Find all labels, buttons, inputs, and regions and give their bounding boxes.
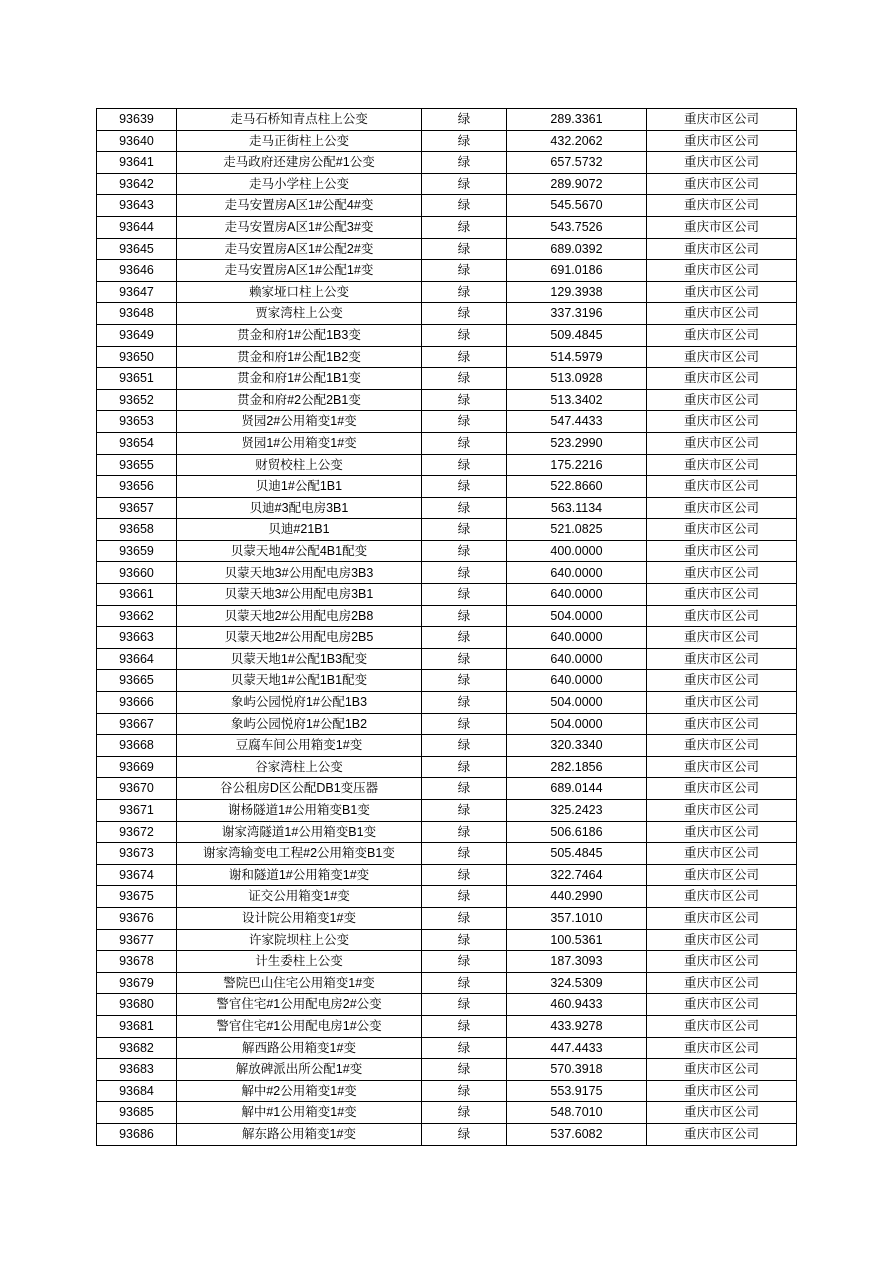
table-row: [97, 195, 797, 217]
cell-name: 计生委柱上公变: [177, 951, 422, 973]
cell-org: 重庆市区公司: [647, 1123, 797, 1145]
cell-value: 337.3196: [507, 303, 647, 325]
cell-id: 93654: [97, 432, 177, 454]
cell-id: 93648: [97, 303, 177, 325]
cell-id: 93641: [97, 152, 177, 174]
cell-name: 财贸校柱上公变: [177, 454, 422, 476]
cell-org: 重庆市区公司: [647, 389, 797, 411]
cell-color: 绿: [422, 1080, 507, 1102]
cell-id: 93655: [97, 454, 177, 476]
cell-color: 绿: [422, 519, 507, 541]
table-row: [97, 540, 797, 562]
cell-org: 重庆市区公司: [647, 130, 797, 152]
cell-name: 走马安置房A区1#公配3#变: [177, 216, 422, 238]
cell-value: 322.7464: [507, 864, 647, 886]
cell-name: 贝迪1#公配1B1: [177, 476, 422, 498]
cell-value: 100.5361: [507, 929, 647, 951]
cell-value: 447.4433: [507, 1037, 647, 1059]
cell-value: 640.0000: [507, 584, 647, 606]
table-row: [97, 216, 797, 238]
cell-org: 重庆市区公司: [647, 584, 797, 606]
cell-id: 93660: [97, 562, 177, 584]
table-row: [97, 562, 797, 584]
cell-org: 重庆市区公司: [647, 1015, 797, 1037]
cell-name: 解中#1公用箱变1#变: [177, 1102, 422, 1124]
cell-color: 绿: [422, 735, 507, 757]
cell-color: 绿: [422, 281, 507, 303]
cell-value: 523.2990: [507, 432, 647, 454]
table-row: [97, 692, 797, 714]
cell-org: 重庆市区公司: [647, 540, 797, 562]
cell-name: 解放碑派出所公配1#变: [177, 1059, 422, 1081]
cell-name: 走马安置房A区1#公配4#变: [177, 195, 422, 217]
cell-value: 433.9278: [507, 1015, 647, 1037]
cell-org: 重庆市区公司: [647, 907, 797, 929]
cell-value: 440.2990: [507, 886, 647, 908]
cell-name: 证交公用箱变1#变: [177, 886, 422, 908]
cell-name: 走马石桥知青点柱上公变: [177, 109, 422, 131]
cell-id: 93656: [97, 476, 177, 498]
cell-org: 重庆市区公司: [647, 843, 797, 865]
cell-color: 绿: [422, 260, 507, 282]
table-row: [97, 778, 797, 800]
cell-value: 514.5979: [507, 346, 647, 368]
cell-name: 贝迪#3配电房3B1: [177, 497, 422, 519]
cell-color: 绿: [422, 562, 507, 584]
cell-value: 506.6186: [507, 821, 647, 843]
cell-name: 走马小学柱上公变: [177, 173, 422, 195]
cell-value: 689.0144: [507, 778, 647, 800]
cell-color: 绿: [422, 454, 507, 476]
table-row: [97, 238, 797, 260]
transformer-table: [96, 108, 797, 1146]
cell-color: 绿: [422, 1102, 507, 1124]
cell-name: 走马安置房A区1#公配2#变: [177, 238, 422, 260]
cell-id: 93647: [97, 281, 177, 303]
cell-name: 谢杨隧道1#公用箱变B1变: [177, 800, 422, 822]
cell-name: 走马政府还建房公配#1公变: [177, 152, 422, 174]
cell-value: 187.3093: [507, 951, 647, 973]
cell-id: 93678: [97, 951, 177, 973]
cell-name: 贾家湾柱上公变: [177, 303, 422, 325]
table-row: [97, 929, 797, 951]
cell-id: 93659: [97, 540, 177, 562]
cell-color: 绿: [422, 843, 507, 865]
cell-name: 贝蒙天地1#公配1B3配变: [177, 648, 422, 670]
cell-color: 绿: [422, 173, 507, 195]
table-row: [97, 368, 797, 390]
cell-color: 绿: [422, 584, 507, 606]
cell-org: 重庆市区公司: [647, 562, 797, 584]
cell-id: 93645: [97, 238, 177, 260]
cell-org: 重庆市区公司: [647, 951, 797, 973]
cell-value: 289.3361: [507, 109, 647, 131]
cell-org: 重庆市区公司: [647, 692, 797, 714]
table-row: [97, 670, 797, 692]
cell-value: 513.3402: [507, 389, 647, 411]
cell-org: 重庆市区公司: [647, 109, 797, 131]
cell-name: 贝蒙天地2#公用配电房2B8: [177, 605, 422, 627]
cell-id: 93649: [97, 324, 177, 346]
cell-id: 93644: [97, 216, 177, 238]
cell-org: 重庆市区公司: [647, 324, 797, 346]
cell-value: 553.9175: [507, 1080, 647, 1102]
cell-name: 贯金和府#2公配2B1变: [177, 389, 422, 411]
table-row: [97, 152, 797, 174]
cell-id: 93681: [97, 1015, 177, 1037]
cell-name: 解东路公用箱变1#变: [177, 1123, 422, 1145]
table-row: [97, 173, 797, 195]
cell-color: 绿: [422, 130, 507, 152]
cell-name: 谷家湾柱上公变: [177, 756, 422, 778]
cell-color: 绿: [422, 368, 507, 390]
cell-color: 绿: [422, 238, 507, 260]
cell-color: 绿: [422, 109, 507, 131]
cell-id: 93661: [97, 584, 177, 606]
cell-value: 522.8660: [507, 476, 647, 498]
cell-id: 93658: [97, 519, 177, 541]
cell-color: 绿: [422, 994, 507, 1016]
table-row: [97, 864, 797, 886]
cell-id: 93683: [97, 1059, 177, 1081]
cell-value: 640.0000: [507, 562, 647, 584]
cell-color: 绿: [422, 972, 507, 994]
cell-color: 绿: [422, 346, 507, 368]
cell-color: 绿: [422, 411, 507, 433]
cell-id: 93686: [97, 1123, 177, 1145]
cell-value: 175.2216: [507, 454, 647, 476]
cell-name: 贤园2#公用箱变1#变: [177, 411, 422, 433]
cell-name: 解中#2公用箱变1#变: [177, 1080, 422, 1102]
table-row: [97, 1015, 797, 1037]
cell-id: 93640: [97, 130, 177, 152]
table-row: [97, 324, 797, 346]
table-row: [97, 994, 797, 1016]
table-row: [97, 713, 797, 735]
cell-org: 重庆市区公司: [647, 972, 797, 994]
table-row: [97, 411, 797, 433]
cell-color: 绿: [422, 216, 507, 238]
cell-name: 象屿公园悦府1#公配1B3: [177, 692, 422, 714]
cell-value: 657.5732: [507, 152, 647, 174]
table-row: [97, 130, 797, 152]
cell-value: 563.1134: [507, 497, 647, 519]
cell-value: 504.0000: [507, 605, 647, 627]
cell-color: 绿: [422, 800, 507, 822]
table-row: [97, 454, 797, 476]
cell-org: 重庆市区公司: [647, 346, 797, 368]
cell-value: 504.0000: [507, 713, 647, 735]
cell-org: 重庆市区公司: [647, 368, 797, 390]
table-row: [97, 584, 797, 606]
table-row: [97, 627, 797, 649]
cell-id: 93673: [97, 843, 177, 865]
cell-value: 547.4433: [507, 411, 647, 433]
table-row: [97, 972, 797, 994]
cell-color: 绿: [422, 540, 507, 562]
table-row: [97, 843, 797, 865]
cell-value: 505.4845: [507, 843, 647, 865]
cell-id: 93670: [97, 778, 177, 800]
cell-color: 绿: [422, 195, 507, 217]
cell-name: 走马安置房A区1#公配1#变: [177, 260, 422, 282]
cell-value: 400.0000: [507, 540, 647, 562]
cell-value: 504.0000: [507, 692, 647, 714]
cell-name: 贝蒙天地1#公配1B1配变: [177, 670, 422, 692]
cell-color: 绿: [422, 907, 507, 929]
cell-name: 设计院公用箱变1#变: [177, 907, 422, 929]
cell-org: 重庆市区公司: [647, 173, 797, 195]
table-row: [97, 109, 797, 131]
table-row: [97, 1102, 797, 1124]
cell-value: 289.9072: [507, 173, 647, 195]
cell-value: 543.7526: [507, 216, 647, 238]
cell-color: 绿: [422, 627, 507, 649]
cell-id: 93685: [97, 1102, 177, 1124]
cell-org: 重庆市区公司: [647, 519, 797, 541]
cell-name: 许家院坝柱上公变: [177, 929, 422, 951]
cell-value: 432.2062: [507, 130, 647, 152]
cell-org: 重庆市区公司: [647, 195, 797, 217]
table-row: [97, 756, 797, 778]
table-row: [97, 303, 797, 325]
table-row: [97, 519, 797, 541]
cell-org: 重庆市区公司: [647, 216, 797, 238]
cell-color: 绿: [422, 886, 507, 908]
cell-color: 绿: [422, 1037, 507, 1059]
cell-value: 325.2423: [507, 800, 647, 822]
cell-id: 93666: [97, 692, 177, 714]
table-row: [97, 1059, 797, 1081]
cell-value: 691.0186: [507, 260, 647, 282]
cell-color: 绿: [422, 497, 507, 519]
cell-id: 93662: [97, 605, 177, 627]
cell-name: 警官住宅#1公用配电房1#公变: [177, 1015, 422, 1037]
cell-org: 重庆市区公司: [647, 713, 797, 735]
cell-org: 重庆市区公司: [647, 497, 797, 519]
cell-id: 93652: [97, 389, 177, 411]
cell-name: 解西路公用箱变1#变: [177, 1037, 422, 1059]
table-row: [97, 886, 797, 908]
cell-org: 重庆市区公司: [647, 238, 797, 260]
cell-id: 93663: [97, 627, 177, 649]
cell-id: 93677: [97, 929, 177, 951]
cell-org: 重庆市区公司: [647, 1080, 797, 1102]
cell-name: 贝蒙天地3#公用配电房3B1: [177, 584, 422, 606]
cell-org: 重庆市区公司: [647, 1102, 797, 1124]
cell-value: 689.0392: [507, 238, 647, 260]
cell-id: 93642: [97, 173, 177, 195]
cell-name: 谢家湾输变电工程#2公用箱变B1变: [177, 843, 422, 865]
cell-id: 93650: [97, 346, 177, 368]
cell-color: 绿: [422, 1059, 507, 1081]
cell-value: 570.3918: [507, 1059, 647, 1081]
cell-org: 重庆市区公司: [647, 476, 797, 498]
cell-org: 重庆市区公司: [647, 756, 797, 778]
cell-id: 93682: [97, 1037, 177, 1059]
cell-color: 绿: [422, 929, 507, 951]
cell-org: 重庆市区公司: [647, 994, 797, 1016]
table-row: [97, 497, 797, 519]
table-row: [97, 346, 797, 368]
table-row: [97, 1080, 797, 1102]
cell-color: 绿: [422, 432, 507, 454]
cell-value: 548.7010: [507, 1102, 647, 1124]
cell-name: 贝蒙天地3#公用配电房3B3: [177, 562, 422, 584]
cell-id: 93679: [97, 972, 177, 994]
table-row: [97, 389, 797, 411]
table-row: [97, 800, 797, 822]
cell-value: 640.0000: [507, 648, 647, 670]
table-row: [97, 281, 797, 303]
table-row: [97, 605, 797, 627]
table-row: [97, 648, 797, 670]
cell-org: 重庆市区公司: [647, 800, 797, 822]
cell-id: 93668: [97, 735, 177, 757]
cell-org: 重庆市区公司: [647, 260, 797, 282]
cell-name: 警官住宅#1公用配电房2#公变: [177, 994, 422, 1016]
cell-value: 545.5670: [507, 195, 647, 217]
cell-color: 绿: [422, 1015, 507, 1037]
cell-color: 绿: [422, 476, 507, 498]
cell-name: 谢和隧道1#公用箱变1#变: [177, 864, 422, 886]
cell-value: 640.0000: [507, 670, 647, 692]
cell-id: 93639: [97, 109, 177, 131]
cell-color: 绿: [422, 692, 507, 714]
cell-org: 重庆市区公司: [647, 454, 797, 476]
cell-name: 走马正街柱上公变: [177, 130, 422, 152]
cell-org: 重庆市区公司: [647, 1059, 797, 1081]
cell-color: 绿: [422, 670, 507, 692]
cell-value: 460.9433: [507, 994, 647, 1016]
cell-org: 重庆市区公司: [647, 281, 797, 303]
cell-name: 谷公租房D区公配DB1变压器: [177, 778, 422, 800]
cell-org: 重庆市区公司: [647, 303, 797, 325]
cell-color: 绿: [422, 303, 507, 325]
cell-value: 521.0825: [507, 519, 647, 541]
cell-name: 警院巴山住宅公用箱变1#变: [177, 972, 422, 994]
table-row: [97, 260, 797, 282]
cell-name: 赖家垭口柱上公变: [177, 281, 422, 303]
cell-color: 绿: [422, 152, 507, 174]
cell-id: 93667: [97, 713, 177, 735]
cell-id: 93646: [97, 260, 177, 282]
cell-org: 重庆市区公司: [647, 821, 797, 843]
cell-id: 93680: [97, 994, 177, 1016]
cell-color: 绿: [422, 1123, 507, 1145]
table-row: [97, 951, 797, 973]
cell-org: 重庆市区公司: [647, 886, 797, 908]
cell-org: 重庆市区公司: [647, 432, 797, 454]
table-body: [97, 109, 797, 1146]
cell-id: 93684: [97, 1080, 177, 1102]
cell-value: 509.4845: [507, 324, 647, 346]
cell-value: 320.3340: [507, 735, 647, 757]
cell-org: 重庆市区公司: [647, 670, 797, 692]
cell-value: 513.0928: [507, 368, 647, 390]
cell-name: 贯金和府1#公配1B2变: [177, 346, 422, 368]
cell-id: 93672: [97, 821, 177, 843]
cell-org: 重庆市区公司: [647, 929, 797, 951]
cell-name: 贯金和府1#公配1B3变: [177, 324, 422, 346]
cell-id: 93653: [97, 411, 177, 433]
table-row: [97, 476, 797, 498]
cell-org: 重庆市区公司: [647, 648, 797, 670]
table-row: [97, 1123, 797, 1145]
cell-org: 重庆市区公司: [647, 411, 797, 433]
cell-color: 绿: [422, 756, 507, 778]
table-row: [97, 1037, 797, 1059]
cell-id: 93676: [97, 907, 177, 929]
table-row: [97, 821, 797, 843]
cell-color: 绿: [422, 605, 507, 627]
cell-id: 93669: [97, 756, 177, 778]
cell-id: 93651: [97, 368, 177, 390]
cell-color: 绿: [422, 864, 507, 886]
cell-name: 贝蒙天地2#公用配电房2B5: [177, 627, 422, 649]
cell-value: 282.1856: [507, 756, 647, 778]
cell-org: 重庆市区公司: [647, 627, 797, 649]
cell-color: 绿: [422, 778, 507, 800]
cell-name: 贝迪#21B1: [177, 519, 422, 541]
cell-name: 贝蒙天地4#公配4B1配变: [177, 540, 422, 562]
cell-org: 重庆市区公司: [647, 778, 797, 800]
cell-org: 重庆市区公司: [647, 1037, 797, 1059]
cell-name: 贤园1#公用箱变1#变: [177, 432, 422, 454]
cell-id: 93675: [97, 886, 177, 908]
cell-name: 谢家湾隧道1#公用箱变B1变: [177, 821, 422, 843]
cell-color: 绿: [422, 389, 507, 411]
table-row: [97, 432, 797, 454]
cell-id: 93643: [97, 195, 177, 217]
cell-org: 重庆市区公司: [647, 605, 797, 627]
cell-color: 绿: [422, 821, 507, 843]
cell-color: 绿: [422, 713, 507, 735]
table-row: [97, 735, 797, 757]
cell-value: 324.5309: [507, 972, 647, 994]
cell-color: 绿: [422, 648, 507, 670]
cell-id: 93674: [97, 864, 177, 886]
cell-color: 绿: [422, 324, 507, 346]
cell-name: 贯金和府1#公配1B1变: [177, 368, 422, 390]
cell-id: 93657: [97, 497, 177, 519]
cell-value: 640.0000: [507, 627, 647, 649]
cell-value: 129.3938: [507, 281, 647, 303]
cell-id: 93664: [97, 648, 177, 670]
table-row: [97, 907, 797, 929]
cell-org: 重庆市区公司: [647, 864, 797, 886]
cell-org: 重庆市区公司: [647, 152, 797, 174]
cell-id: 93671: [97, 800, 177, 822]
cell-value: 357.1010: [507, 907, 647, 929]
cell-name: 象屿公园悦府1#公配1B2: [177, 713, 422, 735]
cell-value: 537.6082: [507, 1123, 647, 1145]
cell-id: 93665: [97, 670, 177, 692]
cell-color: 绿: [422, 951, 507, 973]
cell-name: 豆腐车间公用箱变1#变: [177, 735, 422, 757]
cell-org: 重庆市区公司: [647, 735, 797, 757]
